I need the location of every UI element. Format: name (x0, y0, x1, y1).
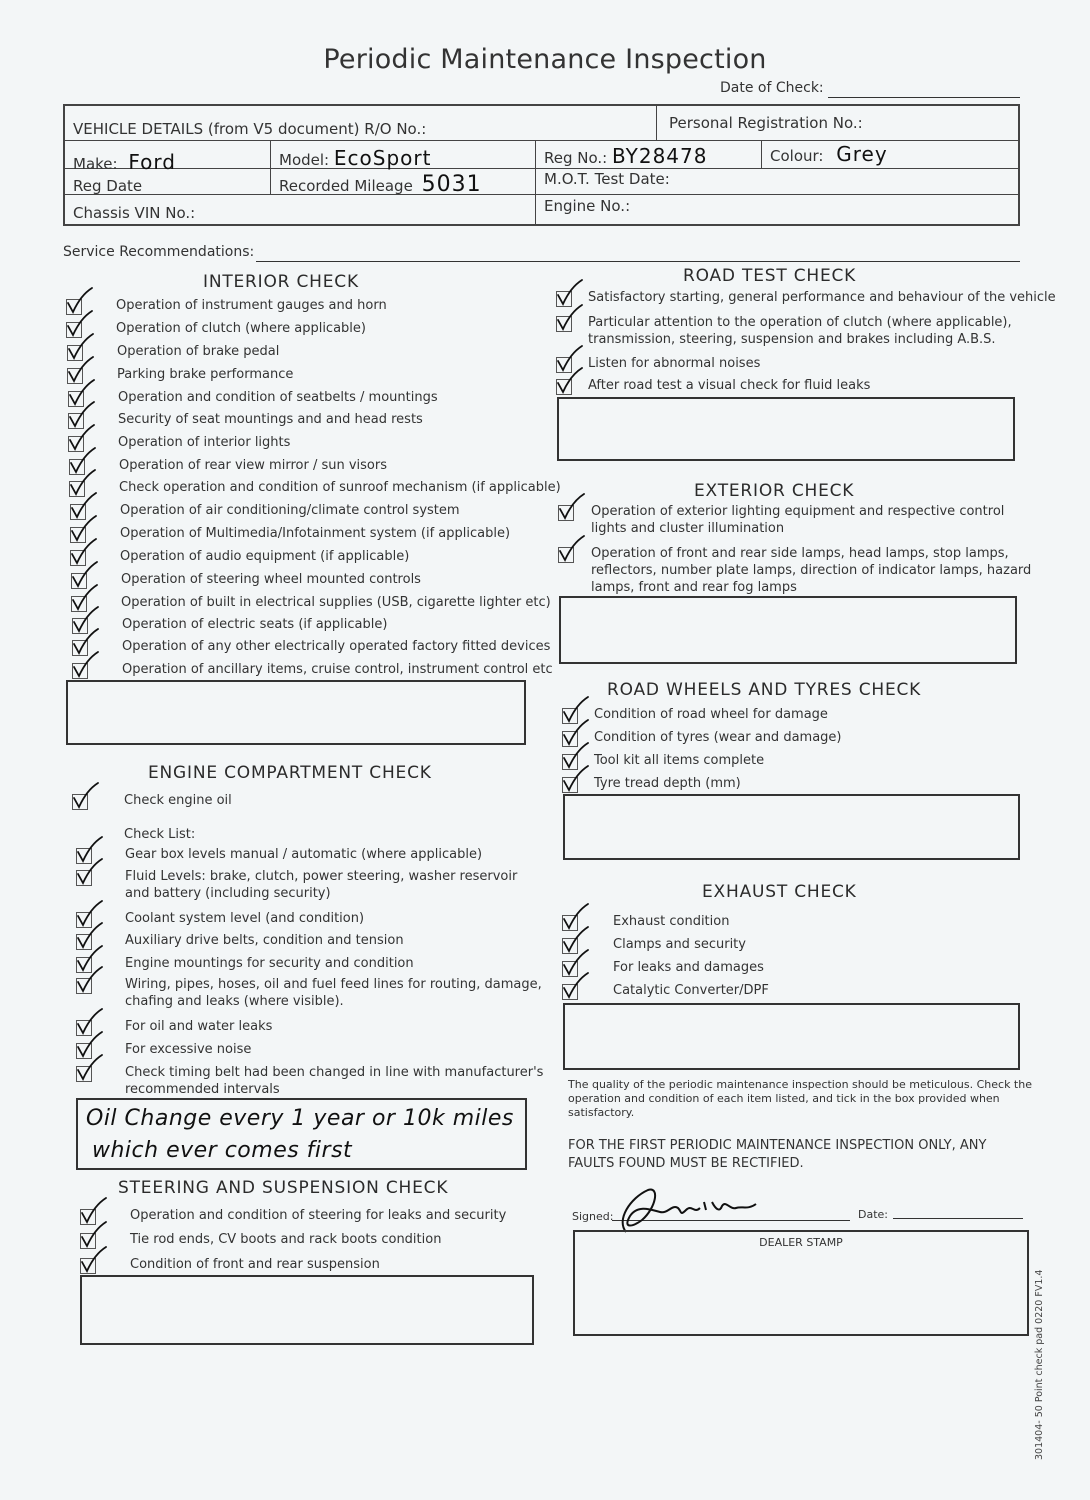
checkmark-icon (78, 1221, 108, 1249)
form-code: 301404- 50 Point check pad 0220 FV1.4 (1034, 1269, 1045, 1460)
dealer-stamp-label: DEALER STAMP (759, 1236, 843, 1249)
checklist-item-label: Exhaust condition (613, 914, 730, 929)
sign-date-field[interactable] (893, 1218, 1023, 1219)
chassis-vin-label: Chassis VIN No.: (73, 204, 196, 222)
mileage-value: 5031 (421, 172, 482, 197)
colour-field[interactable] (762, 142, 888, 166)
checklist-item-label: Coolant system level (and condition) (125, 911, 365, 926)
page-title: Periodic Maintenance Inspection (323, 44, 767, 75)
mileage-label: Recorded Mileage (279, 177, 413, 195)
checklist-item-label: Listen for abnormal noises (588, 356, 761, 371)
checklist-item-label: Security of seat mountings and and head rests (118, 412, 423, 427)
service-recommendations-field[interactable] (256, 261, 1020, 262)
mileage-field[interactable] (271, 172, 482, 197)
checklist-item-label: Clamps and security (613, 937, 746, 952)
checklist-item-label: Parking brake performance (117, 367, 294, 382)
engine-check-title: ENGINE COMPARTMENT CHECK (148, 763, 432, 783)
checklist-item-label: Particular attention to the operation of clutch (where applicable), (588, 315, 1012, 330)
checklist-item-label: Operation of clutch (where applicable) (116, 321, 366, 336)
checklist-item-label: Operation of electric seats (if applicable) (122, 617, 388, 632)
quality-note-line-2: operation and condition of each item listed, and tick in the box provided when (568, 1092, 1000, 1105)
checklist-item-label: Condition of front and rear suspension (130, 1257, 380, 1272)
checkmark-icon (70, 651, 100, 679)
make-label: Make: (73, 155, 118, 173)
checkmark-icon (74, 858, 104, 886)
exhaust-check-title: EXHAUST CHECK (702, 882, 857, 902)
checkmark-icon (556, 535, 586, 563)
checkmark-icon (554, 304, 584, 332)
checklist-item-label: Condition of road wheel for damage (594, 707, 828, 722)
checklist-item-label: Gear box levels manual / automatic (where applicable) (125, 847, 483, 862)
checklist-item-label: Tie rod ends, CV boots and rack boots condition (130, 1232, 442, 1247)
checkmark-icon (554, 279, 584, 307)
checklist-item-label: lamps, front and rear fog lamps (591, 580, 797, 595)
checklist-item-label: Satisfactory starting, general performance and behaviour of the vehicle (588, 290, 1056, 305)
checklist-item-label: recommended intervals (125, 1082, 280, 1097)
road-test-check-title: ROAD TEST CHECK (683, 266, 857, 286)
checkmark-icon (554, 367, 584, 395)
engine-note-line-1: Oil Change every 1 year or 10k miles (86, 1106, 514, 1131)
vehicle-details-label: VEHICLE DETAILS (from V5 document) R/O No.: (73, 120, 427, 138)
checkmark-icon (70, 782, 100, 810)
divider (656, 106, 657, 140)
checkmark-icon (556, 493, 586, 521)
quality-note-line-3: satisfactory. (568, 1106, 635, 1119)
checklist-item-label: Condition of tyres (wear and damage) (594, 730, 842, 745)
checklist-item-label: After road test a visual check for fluid leaks (588, 378, 871, 393)
checklist-item-label: and battery (including security) (125, 886, 331, 901)
model-label: Model: (279, 151, 330, 169)
checklist-item-label: Operation of Multimedia/Infotainment system (if applicable) (120, 526, 511, 541)
checklist-item-label: Operation of steering wheel mounted controls (121, 572, 421, 587)
checklist-item-label: Operation of audio equipment (if applicable) (120, 549, 410, 564)
quality-note-line-1: The quality of the periodic maintenance inspection should be meticulous. Check the (568, 1078, 1032, 1091)
make-field[interactable] (65, 150, 176, 174)
checklist-item-label: Engine mountings for security and condition (125, 956, 414, 971)
checklist-item-label: For leaks and damages (613, 960, 764, 975)
checklist-item-label: For oil and water leaks (125, 1019, 273, 1034)
checklist-item-label: Fluid Levels: brake, clutch, power steering, washer reservoir (125, 869, 518, 884)
checklist-item-label: Operation of interior lights (118, 435, 291, 450)
checklist-item-label: Operation of any other electrically operated factory fitted devices (122, 639, 551, 654)
engine-notes-box[interactable] (76, 1098, 527, 1170)
first-inspection-line-2: FAULTS FOUND MUST BE RECTIFIED. (568, 1156, 804, 1171)
model-value: EcoSport (333, 146, 432, 170)
road-test-notes-box[interactable] (557, 397, 1015, 461)
mot-test-date-label: M.O.T. Test Date: (544, 170, 670, 188)
checklist-item-label: Operation of air conditioning/climate control system (120, 503, 460, 518)
checklist-item-label: Wiring, pipes, hoses, oil and fuel feed lines for routing, damage, (125, 977, 542, 992)
engine-note-line-2: which ever comes first (92, 1138, 353, 1163)
reg-no-label: Reg No.: (544, 149, 608, 167)
divider (65, 168, 1018, 169)
checklist-item-label: Operation of ancillary items, cruise control, instrument control etc (122, 662, 553, 677)
checklist-item-label: Operation of rear view mirror / sun visors (119, 458, 387, 473)
divider (65, 194, 1018, 195)
checklist-item-label: reflectors, number plate lamps, direction of indicator lamps, hazard (591, 563, 1032, 578)
dealer-stamp-box (573, 1230, 1029, 1336)
checkmark-icon (74, 966, 104, 994)
checkmark-icon (74, 1054, 104, 1082)
reg-no-field[interactable] (536, 144, 707, 168)
date-label: Date: (858, 1208, 888, 1221)
personal-registration-label: Personal Registration No.: (669, 114, 863, 132)
checklist-item-label: Operation of instrument gauges and horn (116, 298, 387, 313)
first-inspection-line-1: FOR THE FIRST PERIODIC MAINTENANCE INSPECTION ONLY, ANY (568, 1138, 987, 1153)
checklist-item-label: Operation and condition of steering for leaks and security (130, 1208, 507, 1223)
checklist-item-label: Check engine oil (124, 793, 232, 808)
checklist-item-label: Check timing belt had been changed in line with manufacturer's (125, 1065, 544, 1080)
interior-check-title: INTERIOR CHECK (203, 272, 359, 292)
checklist-item-label: Operation of brake pedal (117, 344, 280, 359)
engine-no-label: Engine No.: (544, 197, 631, 215)
exterior-notes-box[interactable] (559, 596, 1017, 664)
checkmark-icon (560, 765, 590, 793)
checklist-item-label: lights and cluster illumination (591, 521, 785, 536)
service-recommendations-label: Service Recommendations: (63, 244, 255, 260)
vehicle-details-table (63, 104, 1020, 226)
checkmark-icon (560, 972, 590, 1000)
checklist-item-label: transmission, steering, suspension and brakes including A.B.S. (588, 332, 996, 347)
checklist-item-label: Operation and condition of seatbelts / mountings (118, 390, 438, 405)
checklist-item-label: Tyre tread depth (mm) (594, 776, 741, 791)
colour-value: Grey (836, 142, 888, 166)
checklist-item-label: Tool kit all items complete (594, 753, 765, 768)
checklist-item-label: Catalytic Converter/DPF (613, 983, 769, 998)
reg-date-label: Reg Date (73, 177, 143, 195)
wheels-notes-box[interactable] (563, 794, 1020, 860)
checklist-item-label: Auxiliary drive belts, condition and tension (125, 933, 404, 948)
checklist-item-label: chafing and leaks (where visible). (125, 994, 344, 1009)
date-of-check-label: Date of Check: (720, 80, 824, 96)
checklist-item-label: Operation of exterior lighting equipment and respective control (591, 504, 1005, 519)
checklist-item-label: Check operation and condition of sunroof mechanism (if applicable) (119, 480, 561, 495)
interior-notes-box[interactable] (66, 680, 526, 745)
checklist-item-label: Operation of built in electrical supplies (USB, cigarette lighter etc) (121, 595, 551, 610)
wheels-tyres-check-title: ROAD WHEELS AND TYRES CHECK (607, 680, 922, 700)
steering-notes-box[interactable] (80, 1275, 534, 1345)
reg-no-value: BY28478 (612, 144, 708, 168)
date-of-check-field[interactable] (828, 97, 1020, 98)
steering-check-title: STEERING AND SUSPENSION CHECK (118, 1178, 449, 1198)
check-list-label: Check List: (124, 827, 196, 842)
divider (65, 140, 1018, 141)
checklist-item-label: For excessive noise (125, 1042, 252, 1057)
model-field[interactable] (271, 146, 431, 170)
exterior-check-title: EXTERIOR CHECK (694, 481, 855, 501)
exhaust-notes-box[interactable] (563, 1003, 1020, 1070)
signed-label: Signed: (572, 1210, 614, 1223)
checkmark-icon (78, 1246, 108, 1274)
checklist-item-label: Operation of front and rear side lamps, head lamps, stop lamps, (591, 546, 1009, 561)
colour-label: Colour: (770, 147, 824, 165)
make-value: Ford (128, 150, 176, 174)
